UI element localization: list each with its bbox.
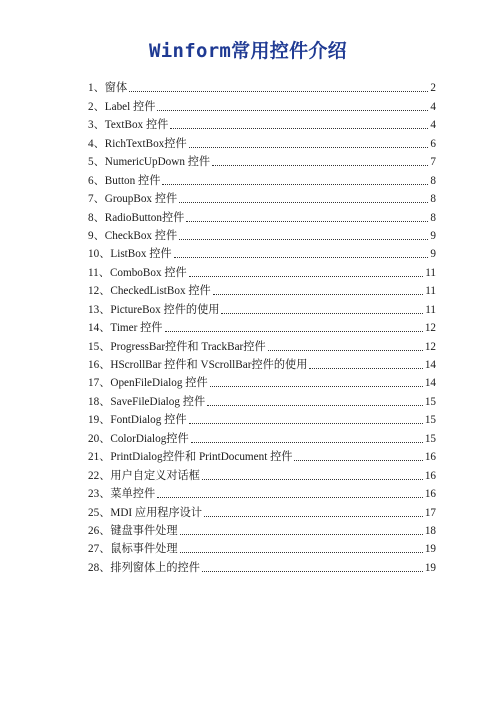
toc-entry[interactable]	[88, 520, 436, 538]
toc-dot-leader	[179, 239, 428, 240]
toc-entry-page-number: 8	[430, 174, 436, 187]
toc-entry[interactable]	[88, 77, 436, 95]
toc-entry[interactable]	[88, 225, 436, 243]
toc-entry[interactable]	[88, 114, 436, 132]
toc-entry-label: 17、OpenFileDialog 控件	[88, 377, 208, 390]
toc-dot-leader	[180, 534, 423, 535]
toc-dot-leader	[179, 202, 428, 203]
toc-dot-leader	[207, 405, 423, 406]
table-of-contents	[88, 77, 436, 575]
toc-entry-label: 10、ListBox 控件	[88, 248, 172, 261]
toc-entry-label: 4、RichTextBox控件	[88, 137, 187, 150]
toc-entry-page-number: 16	[424, 488, 436, 501]
toc-dot-leader	[129, 91, 428, 92]
toc-dot-leader	[213, 294, 423, 295]
toc-entry-page-number: 15	[424, 395, 436, 408]
toc-dot-leader	[294, 460, 422, 461]
toc-entry-label: 11、ComboBox 控件	[88, 266, 187, 279]
toc-entry[interactable]	[88, 95, 436, 113]
toc-entry-label: 19、FontDialog 控件	[88, 414, 187, 427]
toc-entry[interactable]	[88, 188, 436, 206]
toc-entry[interactable]	[88, 446, 436, 464]
toc-dot-leader	[210, 386, 423, 387]
toc-entry-page-number: 15	[424, 414, 436, 427]
toc-dot-leader	[202, 479, 423, 480]
toc-entry-page-number: 9	[430, 229, 436, 242]
toc-entry-page-number: 2	[430, 82, 436, 95]
toc-entry[interactable]	[88, 335, 436, 353]
document-title: Winform常用控件介绍	[149, 40, 347, 62]
toc-entry-page-number: 6	[430, 137, 436, 150]
toc-entry-label: 3、TextBox 控件	[88, 119, 169, 132]
toc-entry-page-number: 19	[424, 561, 436, 574]
toc-dot-leader	[309, 368, 422, 369]
toc-dot-leader	[157, 110, 428, 111]
toc-entry[interactable]	[88, 317, 436, 335]
toc-dot-leader	[268, 350, 423, 351]
toc-entry[interactable]	[88, 354, 436, 372]
toc-entry[interactable]	[88, 409, 436, 427]
toc-entry-label: 1、窗体	[88, 82, 128, 95]
toc-entry-page-number: 14	[424, 359, 436, 371]
toc-dot-leader	[204, 516, 423, 517]
toc-entry[interactable]	[88, 556, 436, 574]
toc-dot-leader	[180, 552, 423, 553]
toc-entry-label: 5、NumericUpDown 控件	[88, 156, 211, 169]
toc-entry-page-number: 16	[424, 469, 436, 482]
toc-dot-leader	[189, 147, 429, 148]
toc-entry[interactable]	[88, 206, 436, 224]
toc-dot-leader	[162, 184, 428, 185]
toc-entry[interactable]	[88, 483, 436, 501]
toc-entry[interactable]	[88, 538, 436, 556]
toc-entry-page-number: 17	[424, 506, 436, 519]
toc-entry-page-number: 4	[430, 100, 436, 113]
toc-dot-leader	[186, 221, 428, 222]
toc-entry-page-number: 19	[424, 543, 436, 556]
toc-dot-leader	[191, 442, 423, 443]
toc-entry-label: 25、MDI 应用程序设计	[88, 506, 203, 519]
toc-entry-label: 13、PictureBox 控件的使用	[88, 303, 220, 316]
toc-entry[interactable]	[88, 280, 436, 298]
toc-entry[interactable]	[88, 372, 436, 390]
toc-dot-leader	[174, 257, 429, 258]
toc-entry-page-number: 8	[430, 211, 436, 224]
toc-dot-leader	[221, 313, 423, 314]
toc-dot-leader	[165, 331, 423, 332]
toc-dot-leader	[202, 571, 423, 572]
toc-entry[interactable]	[88, 427, 436, 445]
toc-dot-leader	[157, 497, 423, 498]
toc-dot-leader	[212, 165, 428, 166]
toc-entry-label: 18、SaveFileDialog 控件	[88, 395, 206, 408]
toc-entry[interactable]	[88, 151, 436, 169]
toc-entry[interactable]	[88, 501, 436, 519]
toc-entry[interactable]	[88, 298, 436, 316]
toc-entry-page-number: 14	[424, 377, 436, 390]
toc-entry-label: 6、Button 控件	[88, 174, 161, 187]
toc-entry-page-number: 8	[430, 193, 436, 206]
toc-entry-page-number: 15	[424, 432, 436, 445]
toc-entry[interactable]	[88, 132, 436, 150]
toc-entry[interactable]	[88, 390, 436, 408]
toc-entry-label: 9、CheckBox 控件	[88, 229, 178, 242]
toc-dot-leader	[170, 128, 428, 129]
toc-entry[interactable]	[88, 169, 436, 187]
toc-entry-page-number: 11	[425, 266, 436, 279]
toc-entry-page-number: 4	[430, 119, 436, 132]
toc-entry-page-number: 18	[424, 524, 436, 537]
toc-entry-page-number: 12	[424, 340, 436, 353]
toc-entry[interactable]	[88, 243, 436, 261]
toc-entry[interactable]	[88, 261, 436, 279]
toc-entry-label: 23、菜单控件	[88, 488, 156, 501]
toc-entry-page-number: 7	[430, 156, 436, 169]
toc-entry-page-number: 11	[425, 285, 436, 298]
toc-entry-label: 2、Label 控件	[88, 100, 156, 113]
toc-entry-label: 14、Timer 控件	[88, 322, 163, 335]
toc-entry-label: 27、鼠标事件处理	[88, 543, 178, 556]
toc-entry-page-number: 16	[424, 451, 436, 464]
toc-entry-label: 26、键盘事件处理	[88, 524, 178, 537]
toc-entry-label: 22、用户自定义对话框	[88, 469, 200, 482]
toc-entry-page-number: 12	[424, 322, 436, 335]
toc-entry-label: 8、RadioButton控件	[88, 211, 185, 224]
toc-entry-label: 15、ProgressBar控件和 TrackBar控件	[88, 340, 266, 353]
toc-entry-label: 12、CheckedListBox 控件	[88, 285, 211, 298]
toc-entry-page-number: 11	[425, 303, 436, 316]
toc-entry-label: 28、排列窗体上的控件	[88, 561, 200, 574]
toc-dot-leader	[189, 423, 423, 424]
toc-entry[interactable]	[88, 464, 436, 482]
toc-dot-leader	[189, 276, 423, 277]
toc-entry-label: 7、GroupBox 控件	[88, 193, 178, 206]
toc-entry-page-number: 9	[430, 248, 436, 261]
toc-entry-label: 16、HScrollBar 控件和 VScrollBar控件的使用	[88, 359, 308, 371]
toc-entry-label: 20、ColorDialog控件	[88, 432, 189, 445]
toc-entry-label: 21、PrintDialog控件和 PrintDocument 控件	[88, 451, 293, 464]
